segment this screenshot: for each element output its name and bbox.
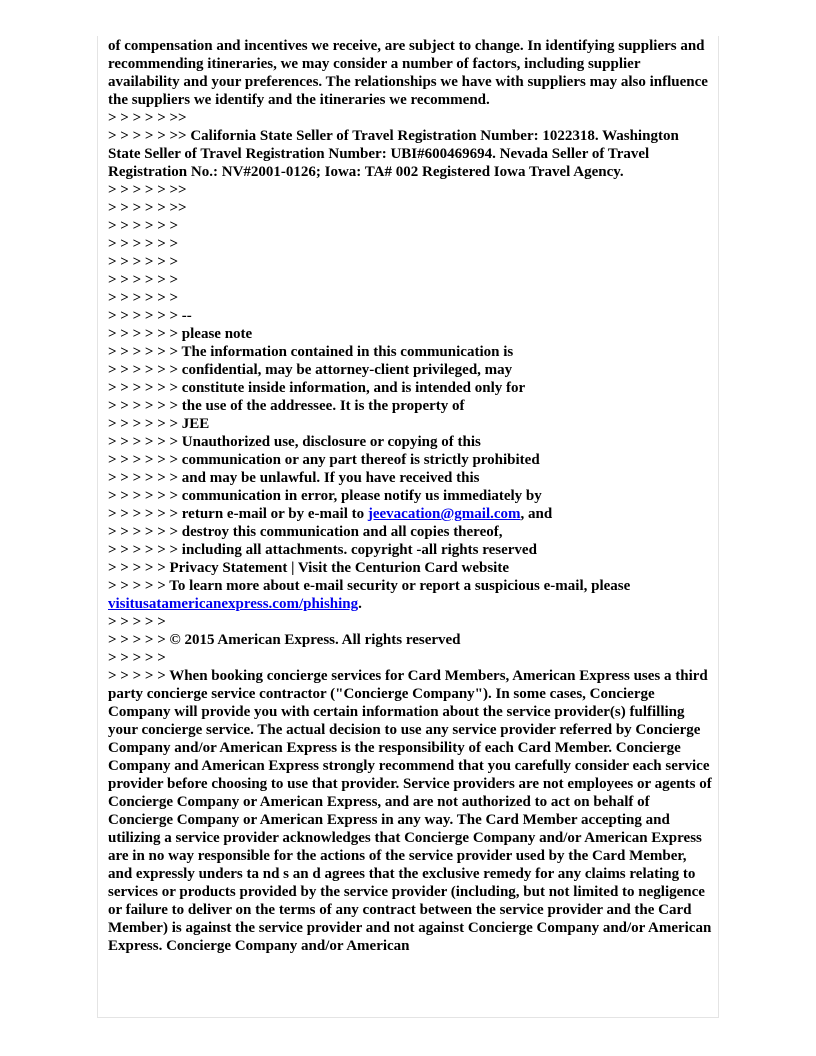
security-text: .	[358, 596, 362, 612]
disclaimer-line: > > > > > > Unauthorized use, disclosure or copying of this	[108, 434, 481, 450]
disclaimer-line: > > > > > > the use of the addressee. It is the property of	[108, 398, 465, 414]
disclaimer-line: > > > > > > The information contained in this communication is	[108, 344, 514, 360]
disclaimer-line: > > > > > > and may be unlawful. If you have received this	[108, 470, 480, 486]
disclaimer-text: , and	[520, 506, 553, 522]
disclaimer-line: > > > > > > communication in error, please notify us immediately by	[108, 488, 542, 504]
quote-line: > > > > > >	[108, 272, 179, 288]
disclaimer-line: > > > > > > please note	[108, 326, 253, 342]
quote-line: > > > > > >	[108, 236, 179, 252]
registration-paragraph: > > > > > >> California State Seller of Travel Registration Number: 1022318. Washington State Seller of Travel Registration Number: UBI#600469694. Nevada Seller of Travel Registration No.: NV#2001-0126; Iowa: TA# 002 Registered Iowa Travel Agency.	[108, 128, 679, 180]
disclaimer-line-email	[108, 505, 712, 523]
quote-line: > > > > > >>	[108, 200, 187, 216]
disclaimer-line: > > > > > > confidential, may be attorney-client privileged, may	[108, 362, 513, 378]
disclaimer-line: > > > > > > JEE	[108, 416, 210, 432]
disclaimer-line: > > > > > > communication or any part thereof is strictly prohibited	[108, 452, 540, 468]
disclaimer-line: > > > > > > constitute inside information, and is intended only for	[108, 380, 526, 396]
quote-line: > > > > > >>	[108, 110, 187, 126]
quote-line: > > > > > >	[108, 290, 179, 306]
quote-line: > > > > >	[108, 650, 166, 666]
copyright-line: > > > > > © 2015 American Express. All rights reserved	[108, 632, 461, 648]
signature-separator: > > > > > > --	[108, 308, 192, 324]
disclaimer-line: > > > > > > destroy this communication and all copies thereof,	[108, 524, 503, 540]
quote-line: > > > > >	[108, 614, 166, 630]
disclaimer-line: > > > > > > including all attachments. copyright -all rights reserved	[108, 542, 537, 558]
email-body	[108, 37, 712, 955]
compensation-paragraph: of compensation and incentives we receive, are subject to change. In identifying suppliers and recommending itineraries, we may consider a number of factors, including supplier availability and your preferences. The relationships we have with suppliers may also influence the suppliers we identify and the itineraries we recommend.	[108, 38, 708, 108]
security-text: > > > > > To learn more about e-mail security or report a suspicious e-mail, please	[108, 578, 631, 594]
security-line	[108, 577, 712, 613]
quote-line: > > > > > >	[108, 218, 179, 234]
email-link[interactable]: jeevacation@gmail.com	[367, 506, 521, 522]
disclaimer-text: > > > > > > return e-mail or by e-mail to	[108, 506, 368, 522]
phishing-link[interactable]: visitusatamericanexpress.com/phishing	[108, 596, 359, 612]
privacy-line: > > > > > Privacy Statement | Visit the Centurion Card website	[108, 560, 509, 576]
concierge-paragraph: > > > > > When booking concierge services for Card Members, American Express uses a third party concierge service contractor ("Concierge Company"). In some cases, Concierge Company will provide you with certain information about the service provider(s) fulfilling your concierge service. The actual decision to use any service provider referred by Concierge Company and/or American Express is the responsibility of each Card Member. Concierge Company and American Express strongly recommend that you carefully consider each service provider before choosing to use that provider. Service providers are not employees or agents of Concierge Company or American Express, and are not authorized to act on behalf of Concierge Company or American Express in any way. The Card Member accepting and utilizing a service provider acknowledges that Concierge Company and/or American Express are in no way responsible for the actions of the service provider used by the Card Member, and expressly unders ta nd s an d agrees that the exclusive remedy for any claims relating to services or products provided by the service provider (including, but not limited to negligence or failure to deliver on the terms of any contract between the service provider and the Card Member) is against the service provider and not against Concierge Company and/or American Express. Concierge Company and/or American	[108, 668, 712, 954]
quote-line: > > > > > >	[108, 254, 179, 270]
quote-line: > > > > > >>	[108, 182, 187, 198]
